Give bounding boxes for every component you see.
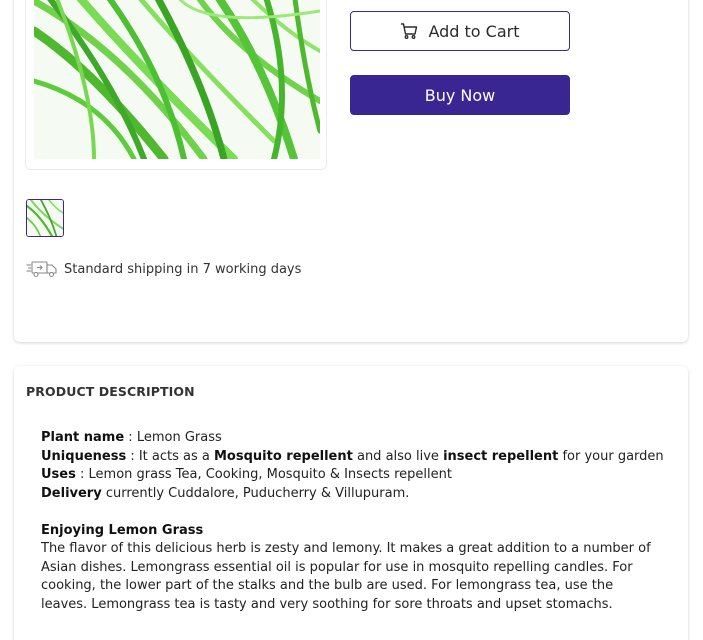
spacer (41, 503, 663, 522)
uniqueness-bold-2: insect repellent (443, 448, 559, 464)
enjoying-heading: Enjoying Lemon Grass (41, 522, 204, 538)
delivery-truck-icon (26, 260, 58, 278)
plant-name-line (41, 429, 663, 448)
product-thumbnail[interactable] (26, 199, 64, 237)
section-title: PRODUCT DESCRIPTION (26, 384, 195, 399)
uniqueness-label: Uniqueness (41, 448, 127, 464)
uses-line (41, 466, 663, 485)
shipping-text: Standard shipping in 7 working days (64, 261, 302, 277)
add-to-cart-button[interactable] (350, 11, 570, 51)
product-main-image[interactable] (34, 0, 320, 159)
plant-name-value: Lemon Grass (136, 430, 222, 445)
enjoying-heading-line (41, 522, 663, 541)
plant-name-sep: : (124, 430, 137, 445)
cart-icon (400, 22, 418, 40)
enjoying-paragraph: The flavor of this delicious herb is zesty and lemony. It makes a great addition to a number of Asian dishes. Lemongrass essential oil is popular for use in mosquito repelling candles. For cooking, the lower part of the stalks and the bulb are used. For lemongrass tea, use the leaves. Lemongrass tea is tasty and very soothing for sore throats and upset stomachs. (41, 541, 651, 612)
uniqueness-mid: and also live (352, 448, 444, 464)
uniqueness-line (41, 448, 663, 467)
uniqueness-bold-1: Mosquito repellent (214, 448, 353, 464)
delivery-label: Delivery (41, 485, 102, 501)
uses-label: Uses (41, 467, 76, 482)
uniqueness-pre: : It acts as a (126, 448, 214, 464)
buy-now-button[interactable] (350, 75, 570, 115)
uses-sep: : (75, 467, 89, 482)
delivery-line (41, 485, 663, 504)
main-image-frame (25, 0, 327, 170)
uses-value: Lemon grass Tea, Cooking, Mosquito & Insects repellent (88, 467, 452, 482)
product-description-body (41, 429, 663, 614)
shipping-info (26, 259, 301, 279)
add-to-cart-label: Add to Cart (428, 21, 520, 41)
delivery-value: currently Cuddalore, Puducherry & Villupuram. (101, 485, 410, 501)
buy-now-label: Buy Now (424, 85, 496, 105)
uniqueness-post: for your garden (558, 448, 664, 464)
plant-name-label: Plant name (41, 430, 125, 445)
